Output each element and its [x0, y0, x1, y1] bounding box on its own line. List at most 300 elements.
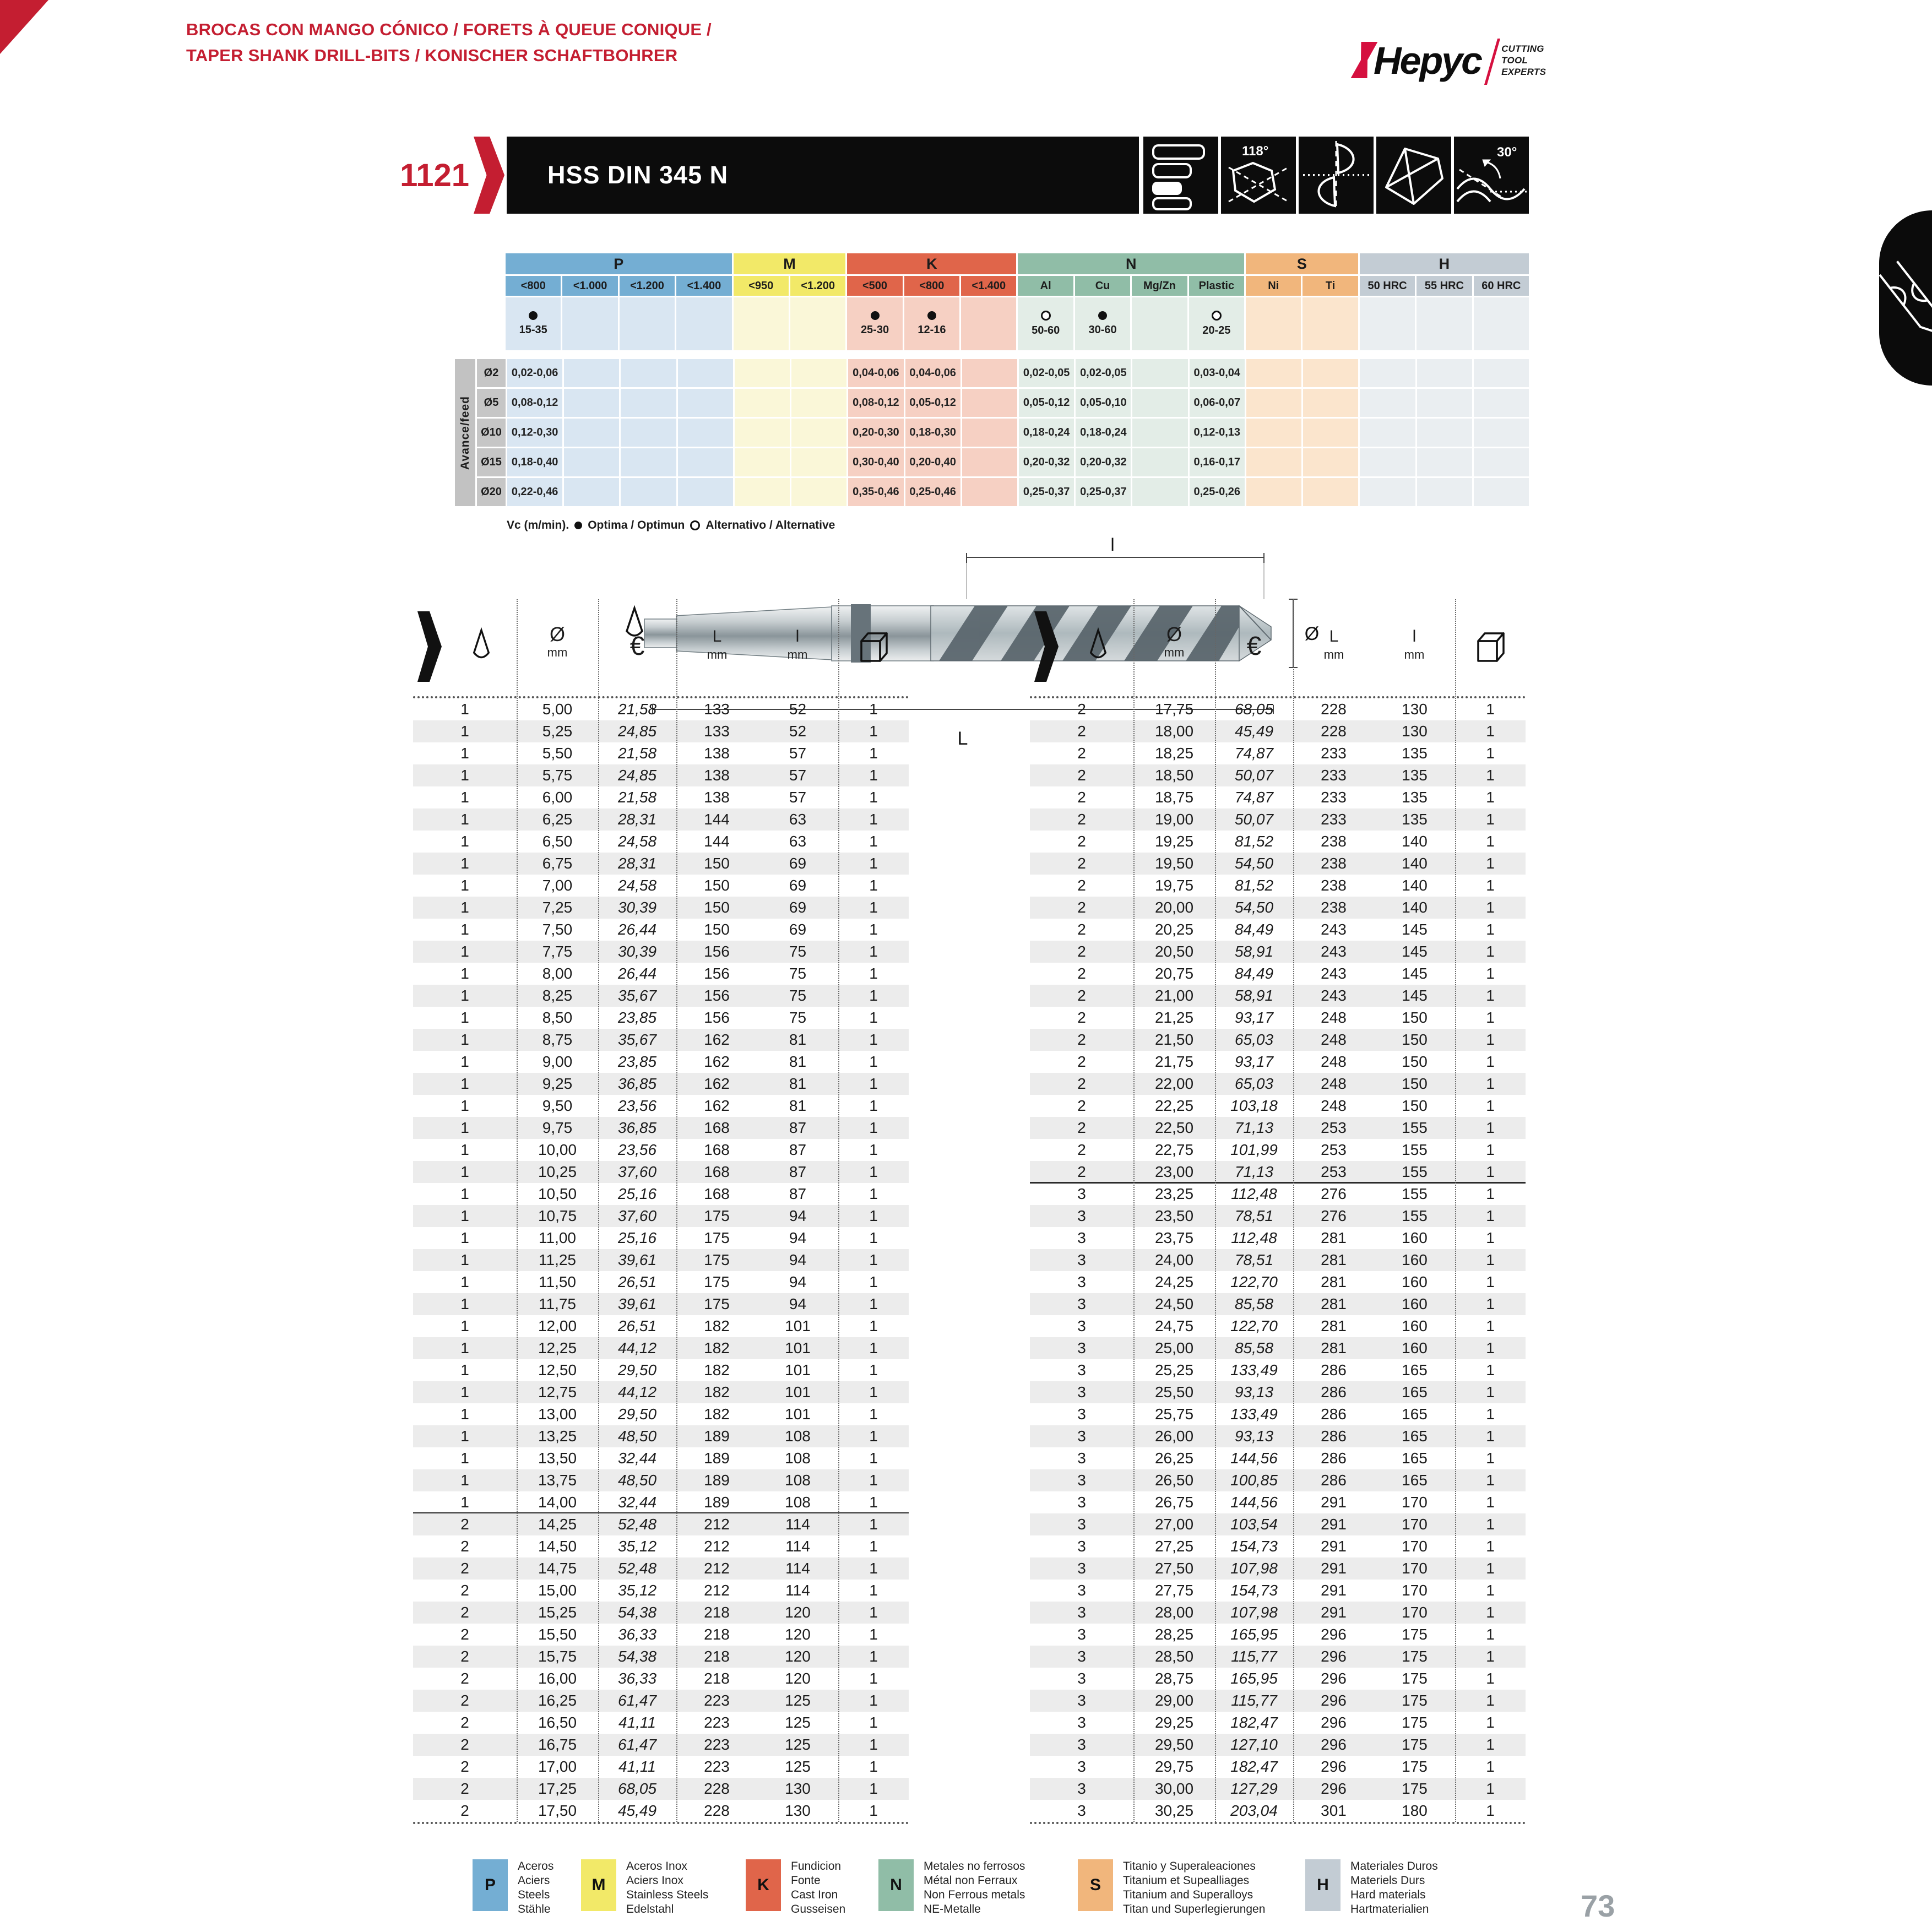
table-cell: 1: [869, 1295, 878, 1312]
feed-cell: [1417, 478, 1472, 506]
feed-cell: [621, 389, 676, 417]
table-cell: 2: [1077, 855, 1086, 872]
table-row: [413, 875, 909, 897]
legend-text: Fundicion Fonte Cast Iron Gusseisen: [791, 1860, 846, 1915]
feed-cell: [791, 478, 846, 506]
table-cell: 3: [1077, 1604, 1086, 1621]
table-cell: 48,50: [617, 1428, 657, 1445]
table-cell: 94: [789, 1295, 807, 1312]
table-cell: 5,25: [542, 723, 573, 740]
table-cell: 286: [1321, 1405, 1347, 1423]
table-cell: 25,50: [1154, 1383, 1194, 1401]
table-cell: 114: [785, 1516, 810, 1533]
table-cell: 29,25: [1154, 1714, 1194, 1731]
table-row: [1030, 1624, 1526, 1646]
table-cell: 54,50: [1234, 855, 1274, 872]
product-band: [507, 137, 1139, 214]
table-row: [413, 1029, 909, 1051]
alternative-dot-icon: [1212, 311, 1222, 321]
table-cell: 17,75: [1154, 701, 1194, 718]
table-cell: 52,48: [617, 1560, 657, 1577]
table-row: [413, 1095, 909, 1117]
table-cell: 39,61: [617, 1295, 657, 1312]
feed-cell: [678, 389, 733, 417]
table-row: [1030, 1425, 1526, 1447]
table-cell: 81: [789, 1031, 807, 1048]
table-cell: 1: [869, 1780, 878, 1797]
table-cell: 18,75: [1154, 789, 1194, 806]
table-cell: 114: [785, 1582, 810, 1599]
table-cell: 2: [1077, 877, 1086, 894]
table-cell: 130: [1402, 723, 1428, 740]
table-cell: 26,25: [1154, 1450, 1194, 1467]
table-cell: 155: [1402, 1141, 1428, 1158]
table-cell: 29,50: [1154, 1736, 1194, 1753]
feed-cell: [1132, 389, 1187, 417]
diameter-label: Ø: [1304, 623, 1320, 644]
speed-subcolumn: Ti: [1303, 276, 1358, 296]
table-cell: 22,75: [1154, 1141, 1194, 1158]
table-cell: 1: [869, 899, 878, 916]
table-cell: 175: [1402, 1670, 1428, 1687]
table-cell: 1: [460, 1361, 469, 1379]
table-cell: 1: [869, 1053, 878, 1070]
table-cell: 1: [1486, 1692, 1495, 1709]
table-cell: 32,44: [617, 1494, 657, 1511]
table-cell: 28,00: [1154, 1604, 1194, 1621]
speed-subcolumn: <1.200: [790, 276, 845, 296]
table-cell: 81: [789, 1053, 807, 1070]
table-row: [1030, 853, 1526, 875]
table-cell: 253: [1321, 1119, 1347, 1136]
table-cell: 54,50: [1234, 899, 1274, 916]
table-cell: 3: [1077, 1648, 1086, 1665]
vc-cell: [961, 297, 1016, 350]
table-cell: 2: [1077, 1141, 1086, 1158]
table-cell: 16,50: [538, 1714, 577, 1731]
table-cell: 1: [460, 1383, 469, 1401]
table-cell: 2: [1077, 965, 1086, 982]
table-cell: 182,47: [1230, 1758, 1278, 1775]
table-cell: 21,00: [1154, 987, 1194, 1004]
feed-cell: [791, 448, 846, 476]
feed-row: [477, 389, 1529, 417]
table-cell: 162: [704, 1031, 730, 1048]
feed-cell: 0,02-0,05: [1019, 359, 1074, 387]
table-cell: 2: [460, 1780, 469, 1797]
table-cell: 1: [460, 1075, 469, 1092]
table-cell: 140: [1402, 877, 1428, 894]
table-cell: 1: [1486, 1626, 1495, 1643]
table-cell: 45,49: [617, 1802, 657, 1819]
table-cell: 2: [460, 1670, 469, 1687]
table-cell: 93,13: [1234, 1383, 1274, 1401]
table-cell: 160: [1402, 1251, 1428, 1268]
table-cell: 5,75: [542, 767, 573, 784]
table-cell: 21,50: [1154, 1031, 1194, 1048]
table-cell: 103,54: [1230, 1516, 1278, 1533]
table-cell: 125: [785, 1692, 811, 1709]
feed-cell: [678, 478, 733, 506]
table-cell: 253: [1321, 1163, 1347, 1180]
table-cell: 14,75: [538, 1560, 577, 1577]
table-cell: 115,77: [1231, 1648, 1277, 1665]
feed-cell: 0,20-0,32: [1019, 448, 1074, 476]
table-cell: 30,00: [1154, 1780, 1194, 1797]
optima-dot-icon: [927, 311, 936, 320]
optima-dot-icon: [1098, 311, 1107, 320]
table-cell: 26,44: [617, 965, 657, 982]
table-cell: 1: [869, 1714, 878, 1731]
table-cell: 58,91: [1234, 943, 1274, 960]
table-cell: 248: [1321, 1009, 1347, 1026]
table-cell: 1: [460, 1450, 469, 1467]
table-cell: 85,58: [1234, 1295, 1274, 1312]
table-cell: 1: [869, 1361, 878, 1379]
table-row: [1030, 1095, 1526, 1117]
table-cell: 2: [1077, 943, 1086, 960]
table-cell: 3: [1077, 1714, 1086, 1731]
table-cell: 3: [1077, 1317, 1086, 1334]
table-cell: 94: [789, 1207, 807, 1224]
table-cell: 228: [704, 1780, 730, 1797]
table-row: [413, 1624, 909, 1646]
table-row: [1030, 1513, 1526, 1535]
table-cell: 286: [1321, 1383, 1347, 1401]
table-cell: 1: [460, 1295, 469, 1312]
table-cell: 87: [789, 1119, 807, 1136]
table-cell: 101: [785, 1405, 811, 1423]
table-cell: 69: [789, 921, 807, 938]
helix-angle-30-icon: [1454, 137, 1529, 214]
table-cell: 93,17: [1234, 1009, 1274, 1026]
table-row: [1030, 963, 1526, 985]
table-cell: 145: [1402, 921, 1428, 938]
table-row: [1030, 808, 1526, 831]
table-cell: 29,50: [617, 1405, 657, 1423]
table-row: [1030, 1734, 1526, 1756]
feed-axis-label: Avance/feed: [455, 359, 475, 506]
table-cell: 29,75: [1154, 1758, 1194, 1775]
table-cell: 1: [1486, 987, 1495, 1004]
table-cell: 150: [704, 877, 730, 894]
table-row: [413, 1051, 909, 1073]
table-row: [1030, 1007, 1526, 1029]
table-cell: 45,49: [1234, 723, 1274, 740]
legend-item-M: [581, 1859, 708, 1917]
table-cell: 39,61: [617, 1251, 657, 1268]
table-cell: 296: [1321, 1780, 1347, 1797]
speed-subcolumn: Ni: [1246, 276, 1301, 296]
table-cell: 19,50: [1154, 855, 1194, 872]
table-cell: 138: [704, 767, 730, 784]
table-cell: 25,75: [1154, 1405, 1194, 1423]
table-cell: 107,98: [1230, 1560, 1278, 1577]
table-cell: 2: [1077, 1119, 1086, 1136]
speed-subcolumn: <1.200: [620, 276, 675, 296]
table-row: [413, 1580, 909, 1602]
vc-cell: [734, 297, 789, 350]
table-cell: 140: [1402, 899, 1428, 916]
table-cell: 1: [869, 1251, 878, 1268]
feed-cell: [1474, 359, 1529, 387]
flute-length-label: l: [1110, 535, 1115, 555]
table-row: [413, 853, 909, 875]
table-cell: 1: [869, 1163, 878, 1180]
table-cell: 150: [704, 921, 730, 938]
table-cell: 1: [460, 943, 469, 960]
table-cell: 27,75: [1154, 1582, 1194, 1599]
table-cell: 1: [1486, 943, 1495, 960]
table-cell: 1: [1486, 1009, 1495, 1026]
table-row: [413, 764, 909, 786]
table-row: [1030, 1205, 1526, 1227]
table-cell: 160: [1402, 1339, 1428, 1356]
table-cell: 296: [1321, 1736, 1347, 1753]
feed-cell: [678, 448, 733, 476]
table-cell: 291: [1321, 1538, 1347, 1555]
speed-subcolumn: Cu: [1075, 276, 1130, 296]
feed-cell: 0,03-0,04: [1190, 359, 1245, 387]
table-cell: 125: [785, 1758, 811, 1775]
table-cell: 2: [1077, 1031, 1086, 1048]
table-cell: 7,25: [542, 899, 573, 916]
table-cell: 212: [704, 1538, 730, 1555]
table-cell: 3: [1077, 1405, 1086, 1423]
table-cell: 175: [1402, 1692, 1428, 1709]
table-cell: 155: [1402, 1207, 1428, 1224]
table-row: [1030, 742, 1526, 764]
table-cell: 3: [1077, 1383, 1086, 1401]
feed-cell: [1246, 359, 1301, 387]
vc-cell: 30-60: [1075, 297, 1130, 350]
table-cell: 1: [1486, 1450, 1495, 1467]
table-row: [1030, 1756, 1526, 1778]
table-cell: 20,75: [1154, 965, 1194, 982]
table-cell: 155: [1402, 1185, 1428, 1202]
table-cell: 1: [460, 789, 469, 806]
table-cell: 27,00: [1154, 1516, 1194, 1533]
table-cell: 3: [1077, 1472, 1086, 1489]
table-row: [413, 1513, 909, 1535]
table-row: [413, 1557, 909, 1580]
table-cell: 17,25: [538, 1780, 577, 1797]
table-cell: 78,51: [1234, 1251, 1274, 1268]
feed-cell: 0,18-0,24: [1019, 419, 1074, 447]
material-legend: [0, 1859, 1932, 1925]
table-cell: 1: [1486, 1383, 1495, 1401]
table-cell: 1: [1486, 1780, 1495, 1797]
table-cell: 20,00: [1154, 899, 1194, 916]
table-cell: 1: [1486, 1141, 1495, 1158]
feed-cell: 0,22-0,46: [507, 478, 562, 506]
table-cell: 138: [704, 789, 730, 806]
table-cell: 238: [1321, 899, 1347, 916]
feed-row: [477, 448, 1529, 476]
table-cell: 243: [1321, 921, 1347, 938]
feed-row-label: Ø15: [477, 448, 506, 476]
table-row: [413, 1668, 909, 1690]
table-cell: 36,33: [617, 1626, 657, 1643]
feed-cell: [564, 389, 619, 417]
table-row: [413, 1491, 909, 1513]
feed-cell: [791, 359, 846, 387]
table-cell: 155: [1402, 1163, 1428, 1180]
table-cell: 286: [1321, 1472, 1347, 1489]
feed-cell: 0,35-0,46: [848, 478, 903, 506]
table-cell: 12,75: [538, 1383, 577, 1401]
feed-cell: [1360, 359, 1415, 387]
feed-cell: [564, 359, 619, 387]
table-cell: 170: [1402, 1604, 1428, 1621]
legend-item-P: [473, 1859, 553, 1917]
table-cell: 63: [789, 833, 807, 850]
table-cell: 26,75: [1154, 1494, 1194, 1511]
table-cell: 3: [1077, 1780, 1086, 1797]
table-cell: 165: [1402, 1450, 1428, 1467]
table-row: [413, 1205, 909, 1227]
corner-mark: [0, 0, 48, 54]
table-cell: 150: [704, 855, 730, 872]
table-cell: 1: [460, 1031, 469, 1048]
table-cell: 182: [704, 1361, 730, 1379]
table-cell: 25,25: [1154, 1361, 1194, 1379]
price-column-header: €: [629, 632, 645, 661]
speed-subcolumn: <800: [904, 276, 959, 296]
feed-cell: [1132, 448, 1187, 476]
table-row: [1030, 1293, 1526, 1315]
product-name: HSS DIN 345 N: [547, 161, 729, 189]
table-cell: 1: [460, 1317, 469, 1334]
table-cell: 233: [1321, 811, 1347, 828]
optima-dot-icon: [574, 522, 582, 529]
table-cell: 1: [1486, 811, 1495, 828]
table-cell: 22,25: [1154, 1097, 1194, 1114]
table-cell: 108: [785, 1428, 811, 1445]
table-cell: 1: [869, 1185, 878, 1202]
table-cell: 296: [1321, 1758, 1347, 1775]
table-cell: 1: [1486, 1405, 1495, 1423]
table-cell: 16,25: [538, 1692, 577, 1709]
table-cell: 1: [869, 1516, 878, 1533]
table-cell: 144,56: [1230, 1494, 1278, 1511]
table-cell: 182: [704, 1339, 730, 1356]
table-cell: 122,70: [1230, 1273, 1278, 1290]
table-cell: 238: [1321, 833, 1347, 850]
vc-cell: [1303, 297, 1358, 350]
feed-cell: 0,02-0,05: [1076, 359, 1131, 387]
table-cell: 1: [460, 1428, 469, 1445]
table-cell: 20,50: [1154, 943, 1194, 960]
legend-item-N: [878, 1859, 1025, 1917]
table-cell: 125: [785, 1714, 811, 1731]
table-cell: 1: [1486, 1295, 1495, 1312]
table-row: [413, 1425, 909, 1447]
table-cell: 127,10: [1230, 1736, 1278, 1753]
table-cell: 170: [1402, 1494, 1428, 1511]
table-cell: 93,17: [1234, 1053, 1274, 1070]
table-cell: 1: [869, 1626, 878, 1643]
table-cell: 21,75: [1154, 1053, 1194, 1070]
table-cell: 130: [785, 1802, 811, 1819]
table-row: [413, 1602, 909, 1624]
table-cell: 87: [789, 1185, 807, 1202]
feed-cell: 0,20-0,30: [848, 419, 903, 447]
vc-cell: [562, 297, 617, 350]
table-cell: 23,85: [617, 1053, 657, 1070]
feed-cell: [1303, 448, 1358, 476]
vc-note-prefix: Vc (m/min).: [507, 519, 569, 531]
table-cell: 281: [1321, 1295, 1347, 1312]
table-cell: 182,47: [1230, 1714, 1278, 1731]
table-cell: 155: [1402, 1119, 1428, 1136]
table-cell: 1: [1486, 1097, 1495, 1114]
feed-cell: [791, 389, 846, 417]
table-cell: 160: [1402, 1295, 1428, 1312]
table-cell: 1: [869, 745, 878, 762]
speed-subcolumn: 60 HRC: [1474, 276, 1529, 296]
table-cell: 1: [1486, 1758, 1495, 1775]
logo-tagline-line: CUTTING: [1501, 44, 1544, 54]
table-row: [1030, 1447, 1526, 1469]
table-cell: 2: [1077, 987, 1086, 1004]
material-group-K: K: [847, 253, 1016, 274]
page-edge-tab: [1879, 210, 1932, 386]
table-cell: 1: [1486, 1538, 1495, 1555]
table-cell: 21,58: [617, 745, 657, 762]
table-cell: 1: [869, 1648, 878, 1665]
price-table-body: [413, 698, 909, 1822]
feed-cell: 0,20-0,32: [1076, 448, 1131, 476]
table-cell: 162: [704, 1053, 730, 1070]
table-cell: 87: [789, 1163, 807, 1180]
speed-subcolumn: <1.400: [961, 276, 1016, 296]
table-cell: 296: [1321, 1692, 1347, 1709]
table-row: [1030, 1381, 1526, 1403]
table-cell: 26,51: [617, 1273, 657, 1290]
table-cell: 145: [1402, 987, 1428, 1004]
table-cell: 296: [1321, 1714, 1347, 1731]
table-cell: 8,50: [542, 1009, 573, 1026]
feed-cell: [564, 419, 619, 447]
table-cell: 3: [1077, 1560, 1086, 1577]
table-cell: 1: [460, 899, 469, 916]
table-cell: 9,50: [542, 1097, 573, 1114]
table-cell: 1: [1486, 833, 1495, 850]
legend-item-H: [1305, 1859, 1438, 1917]
table-cell: 8,75: [542, 1031, 573, 1048]
table-cell: 3: [1077, 1494, 1086, 1511]
table-cell: 1: [1486, 1317, 1495, 1334]
table-cell: 23,85: [617, 1009, 657, 1026]
table-cell: 24,58: [617, 877, 657, 894]
feed-cell: [1246, 478, 1301, 506]
feed-cell: [1132, 478, 1187, 506]
table-cell: 1: [460, 877, 469, 894]
table-cell: 1: [869, 767, 878, 784]
table-cell: 1: [460, 1141, 469, 1158]
table-row: [413, 941, 909, 963]
table-cell: 1: [1486, 1736, 1495, 1753]
table-cell: 175: [1402, 1736, 1428, 1753]
speed-subcolumn: <800: [506, 276, 561, 296]
table-cell: 1: [869, 921, 878, 938]
table-cell: 3: [1077, 1758, 1086, 1775]
feed-cell: [1360, 448, 1415, 476]
table-cell: 175: [1402, 1758, 1428, 1775]
feed-cell: [564, 478, 619, 506]
table-cell: 248: [1321, 1031, 1347, 1048]
